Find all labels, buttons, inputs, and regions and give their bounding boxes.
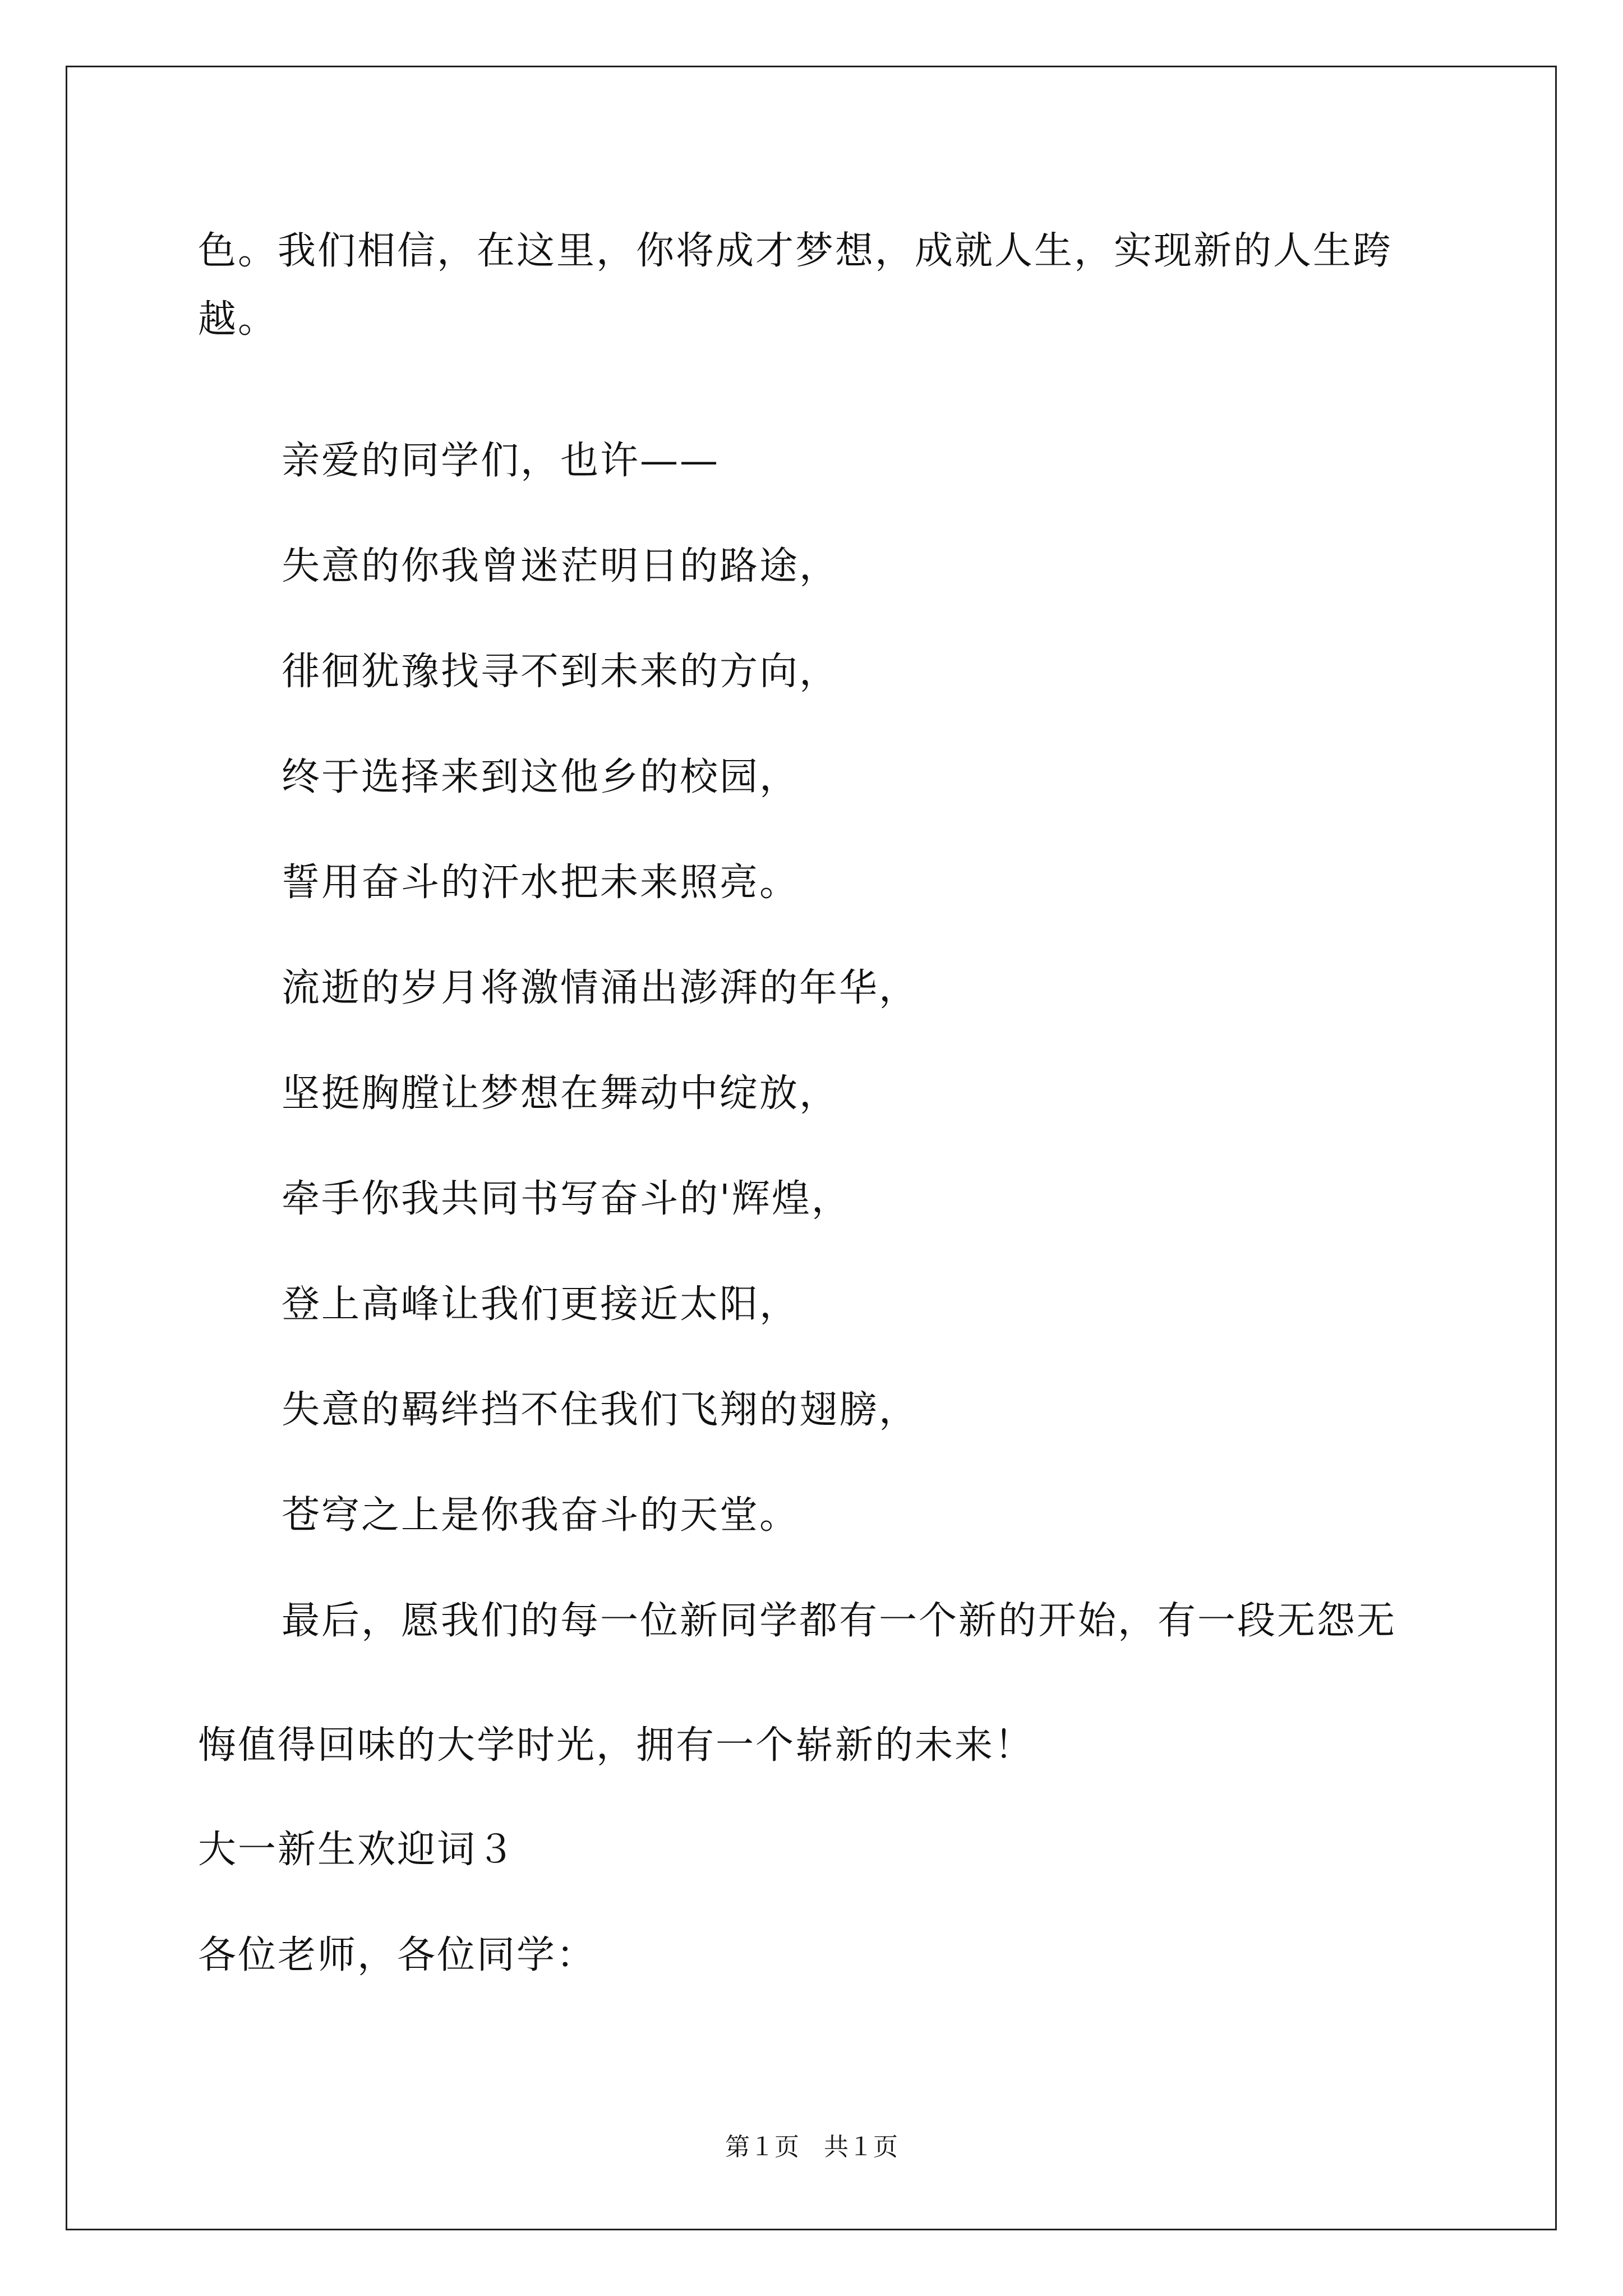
poem-line: 流逝的岁月将激情涌出澎湃的年华， [282,966,919,1010]
poem-line: 失意的羁绊挡不住我们飞翔的翅膀， [282,1388,919,1432]
poem-line: 失意的你我曾迷茫明日的路途， [282,544,840,588]
salutation-line: 各位老师，各位同学： [198,1933,597,1977]
poem-line: 苍穹之上是你我奋斗的天堂。 [282,1493,800,1538]
poem-line: 终于选择来到这他乡的校园， [282,755,800,799]
paragraph-line: 最后，愿我们的每一位新同学都有一个新的开始，有一段无怨无 [282,1599,1397,1643]
poem-line: 牵手你我共同书写奋斗的'辉煌， [282,1177,851,1221]
page-border [66,66,1557,2230]
page-footer: 第１页 共１页 [725,2133,898,2161]
poem-line: 坚挺胸膛让梦想在舞动中绽放， [282,1071,840,1116]
poem-line: 登上高峰让我们更接近太阳， [282,1282,800,1327]
paragraph-line: 亲爱的同学们，也许—— [282,439,720,483]
poem-line: 誓用奋斗的汗水把未来照亮。 [282,861,800,905]
poem-line: 徘徊犹豫找寻不到未来的方向， [282,650,840,694]
paragraph-line: 悔值得回味的大学时光，拥有一个崭新的未来！ [198,1723,1035,1768]
paragraph-line: 色。我们相信，在这里，你将成才梦想，成就人生，实现新的人生跨 [198,229,1393,273]
paragraph-line: 越。 [198,297,278,342]
section-heading: 大一新生欢迎词３ [198,1828,517,1872]
